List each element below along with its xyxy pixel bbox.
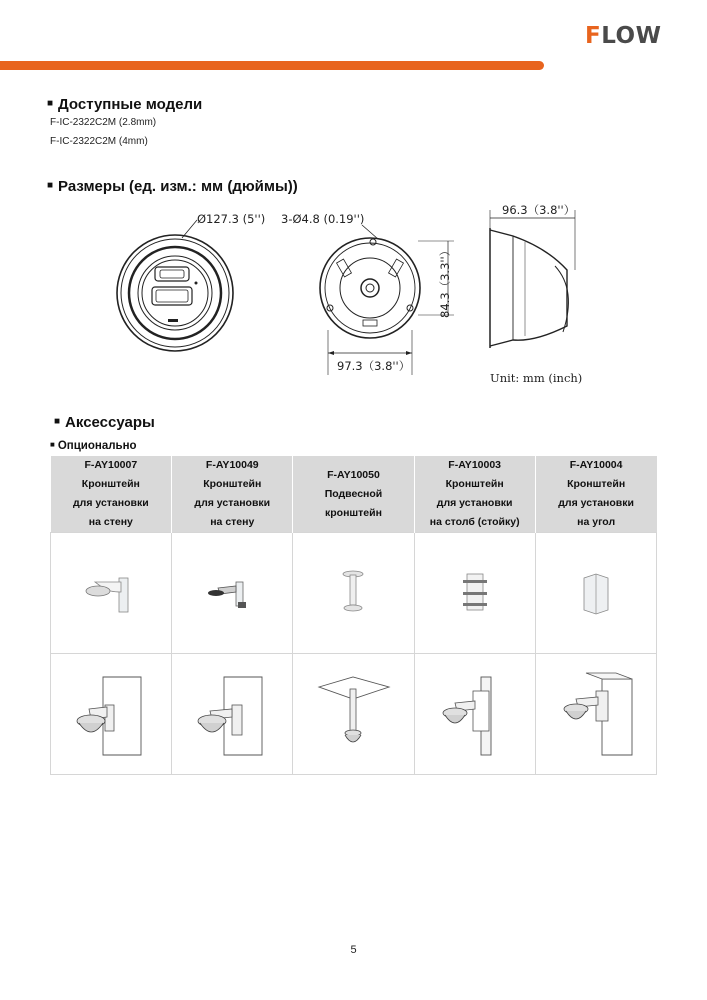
accessory-code: F-AY10004 xyxy=(569,459,623,471)
accessory-product-cell xyxy=(293,533,414,654)
accessory-product-cell xyxy=(172,533,293,654)
accessory-code: F-AY10049 xyxy=(205,459,259,471)
pole-bracket-product-image xyxy=(455,568,495,618)
accessory-description-line: на стену xyxy=(88,516,133,528)
wall-mount-installation-image xyxy=(71,669,151,759)
optional-label-text: Опционально xyxy=(57,440,137,452)
bullet-icon: ■ xyxy=(47,180,54,191)
base-width-dimension-label: 97.3（3.8''） xyxy=(337,359,411,373)
holes-dimension-label: 3-Ø4.8 (0.19'') xyxy=(281,212,365,226)
accessory-description-line: на угол xyxy=(577,516,616,528)
logo-letters: LOW xyxy=(601,23,662,49)
accessory-installation-cell xyxy=(51,654,172,775)
logo-letter-f: F xyxy=(585,23,602,49)
flow-logo xyxy=(585,23,661,49)
accessories-product-row xyxy=(51,533,657,654)
models-section-title xyxy=(47,96,202,113)
bullet-icon: ■ xyxy=(54,416,61,427)
model-item: F-IC-2322C2M (4mm) xyxy=(50,136,148,147)
accessory-installation-cell xyxy=(172,654,293,775)
accessories-section-title xyxy=(54,414,155,431)
accessory-header-cell xyxy=(535,456,656,533)
accessory-description-line: на стену xyxy=(210,516,255,528)
accessory-product-cell xyxy=(51,533,172,654)
bullet-icon: ■ xyxy=(47,98,54,109)
depth-dimension-label: 96.3（3.8''） xyxy=(502,203,576,217)
accessory-description-line: Кронштейн xyxy=(567,478,626,490)
height-dimension-label: 84.3（3.3''） xyxy=(438,244,452,318)
dimensions-section-title xyxy=(47,178,298,195)
wall-mount-installation-image xyxy=(192,669,272,759)
pendant-bracket-product-image xyxy=(333,568,373,618)
accessories-installation-row xyxy=(51,654,657,775)
accessory-description-line: Кронштейн xyxy=(203,478,262,490)
accessory-header-cell xyxy=(293,456,414,533)
corner-mount-installation-image xyxy=(556,669,636,759)
pole-mount-installation-image xyxy=(435,669,515,759)
accessory-code: F-AY10007 xyxy=(84,459,138,471)
accessory-description-line: на столб (стойку) xyxy=(429,516,520,528)
diameter-dimension-label: Ø127.3 (5'') xyxy=(197,212,266,226)
wall-bracket-product-image xyxy=(202,568,262,618)
page-number: 5 xyxy=(350,944,357,956)
accessory-code: F-AY10050 xyxy=(327,468,380,481)
accessories-title-text: Аксессуары xyxy=(65,414,155,431)
accessory-description-line: для установки xyxy=(194,497,271,509)
accessory-product-cell xyxy=(535,533,656,654)
model-item: F-IC-2322C2M (2.8mm) xyxy=(50,117,157,128)
wall-bracket-product-image xyxy=(81,568,141,618)
accessory-description-line: Кронштейн xyxy=(81,478,140,490)
unit-label: Unit: mm (inch) xyxy=(490,371,583,385)
accessories-header-row xyxy=(51,456,657,533)
accessory-header-cell xyxy=(414,456,535,533)
accessory-code: F-AY10003 xyxy=(448,459,502,471)
accessory-description-line: Подвесной xyxy=(324,487,383,500)
optional-label xyxy=(50,440,137,452)
camera-side-view-drawing xyxy=(485,200,585,360)
bullet-icon: ■ xyxy=(50,440,55,449)
accessory-description-line: для установки xyxy=(558,497,634,509)
models-title-text: Доступные модели xyxy=(58,96,203,113)
accessory-header-cell xyxy=(51,456,172,533)
accessory-description-line: для установки xyxy=(72,497,149,509)
accessory-product-cell xyxy=(414,533,535,654)
accessory-description-line: Кронштейн xyxy=(445,478,504,490)
camera-front-view-drawing xyxy=(100,210,250,360)
accessory-description-line: для установки xyxy=(436,497,513,509)
accessory-installation-cell xyxy=(293,654,414,775)
dimensions-title-text: Размеры (ед. изм.: мм (дюймы)) xyxy=(58,178,298,195)
accessories-table xyxy=(50,456,657,775)
pendant-mount-installation-image xyxy=(313,669,393,759)
accessory-description-line: кронштейн xyxy=(324,506,382,519)
accessory-header-cell xyxy=(172,456,293,533)
accessory-installation-cell xyxy=(535,654,656,775)
accessory-installation-cell xyxy=(414,654,535,775)
header-accent-bar xyxy=(0,61,544,70)
corner-bracket-product-image xyxy=(576,568,616,618)
